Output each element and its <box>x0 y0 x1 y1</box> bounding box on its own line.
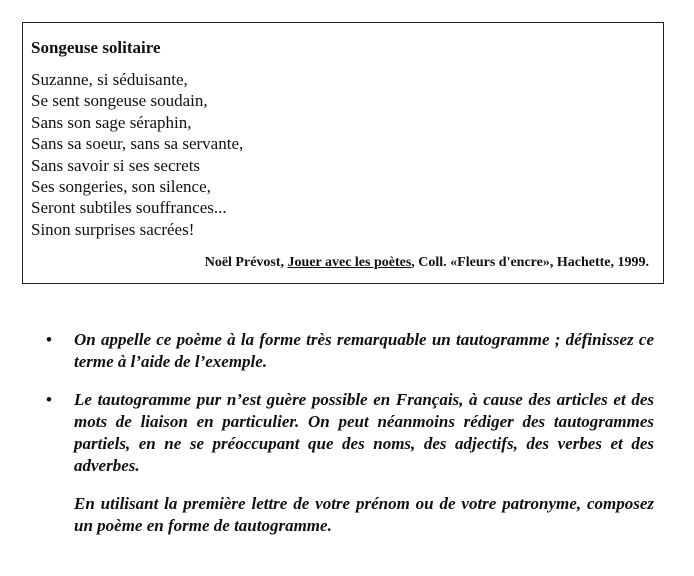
poem-line: Sinon surprises sacrées! <box>31 219 195 239</box>
poem-line: Ses songeries, son silence, <box>31 177 211 197</box>
exercise-item <box>46 329 654 373</box>
poem-line: Suzanne, si séduisante, <box>31 70 188 89</box>
poem-title: Songeuse solitaire <box>31 38 161 57</box>
poem-box <box>22 22 664 284</box>
exercise-instruction: En utilisant la première lettre de votre prénom ou de votre patronyme, composez un poème en forme de tautogramme. <box>74 494 654 535</box>
bullet-icon: • <box>46 390 52 409</box>
citation-publisher: , Coll. «Fleurs d'encre», Hachette, 1999. <box>411 255 649 270</box>
poem-line: Sans son sage séraphin, <box>31 112 192 132</box>
citation-author: Noël Prévost, <box>204 255 288 270</box>
exercise-text: On appelle ce poème à la forme très remarquable un tautogramme ; définissez ce terme à l’aide de l’exemple. <box>74 330 654 371</box>
bullet-icon: • <box>46 330 52 349</box>
poem-lines <box>31 69 243 240</box>
exercise-text: Le tautogramme pur n’est guère possible en Français, à cause des articles et des mots de liaison en particulier. On peut néanmoins rédiger des tautogrammes partiels, en ne se préoccupant que des noms, des adjectifs, des verbes et des adverbes. <box>74 390 654 475</box>
exercise-item <box>46 389 654 537</box>
poem-line: Sans sa soeur, sans sa servante, <box>31 134 244 154</box>
poem-line: Sans savoir si ses secrets <box>31 155 201 175</box>
poem-line: Se sent songeuse soudain, <box>31 91 208 111</box>
poem-citation <box>205 255 649 271</box>
citation-book-title: Jouer avec les poètes <box>287 255 412 270</box>
exercise-list <box>46 329 654 537</box>
poem-line: Seront subtiles souffrances... <box>31 198 227 218</box>
